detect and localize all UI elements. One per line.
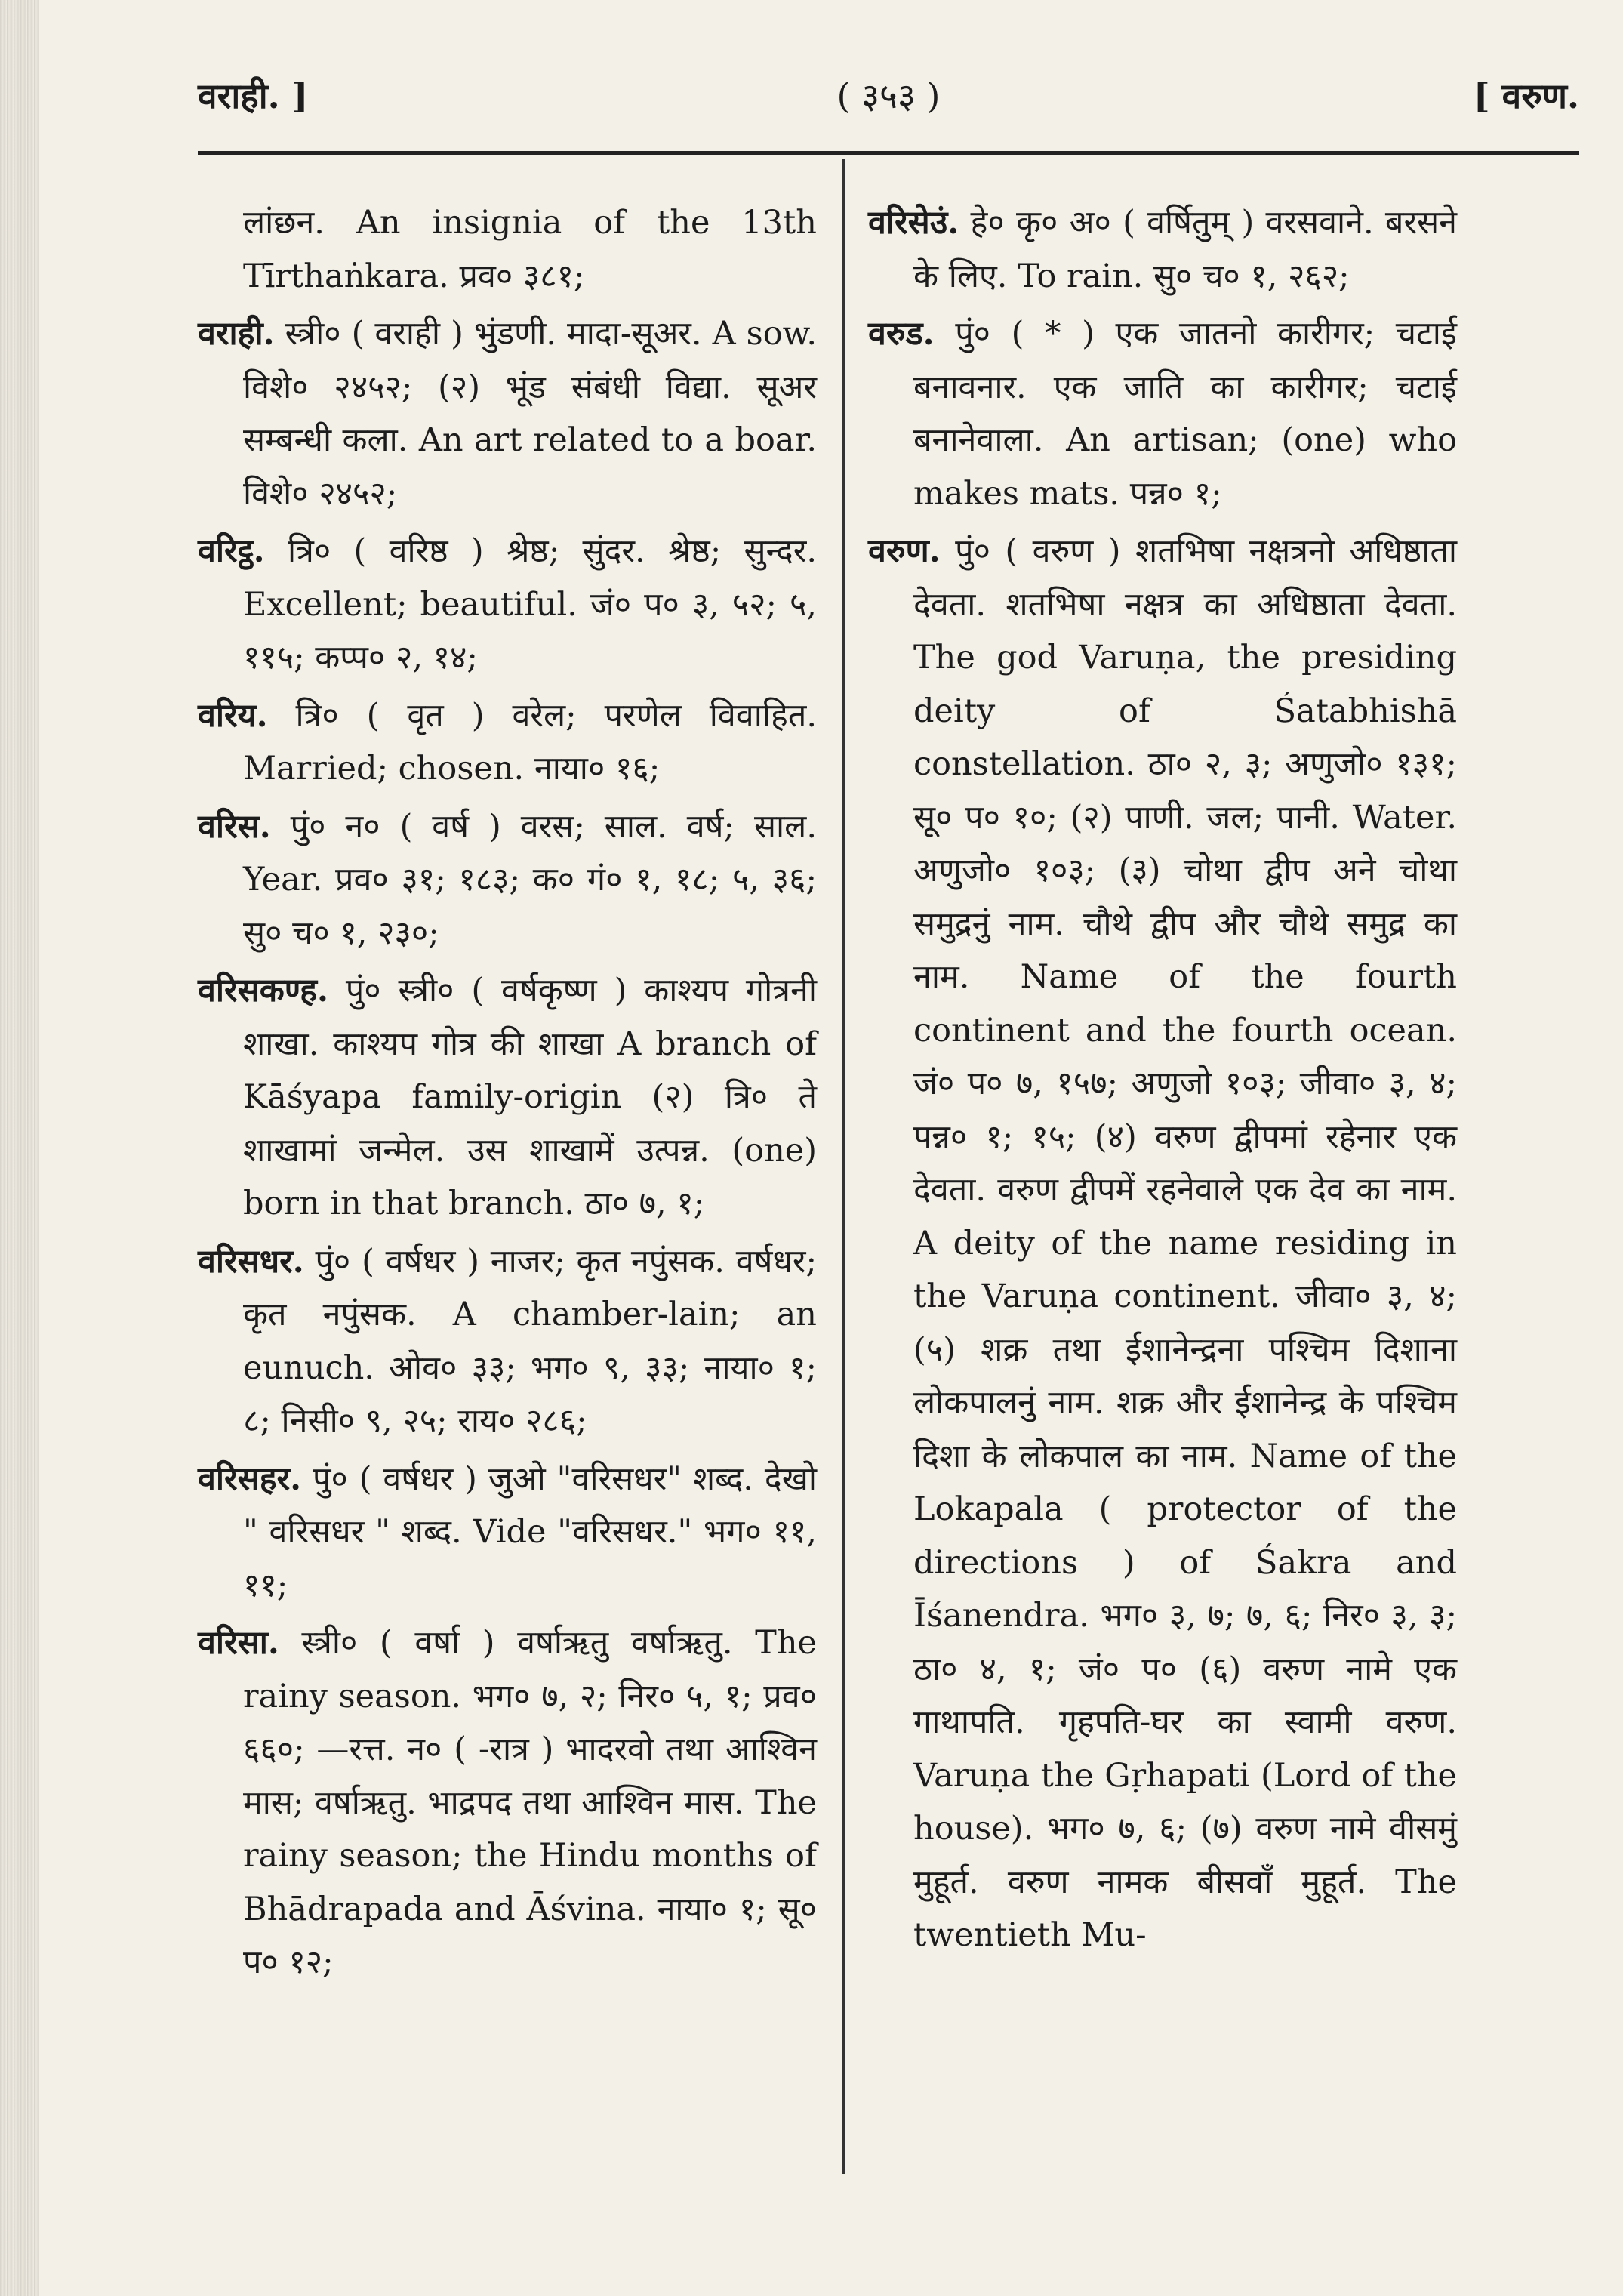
entry-text: पुं० ( वर्षधर ) नाजर; कृत नपुंसक. वर्षधर; कृत नपुंसक. A chamber-lain; an eunuch. ओव० ३३; भग० ९, ३३; नाया० १; ८; निसी० ९, २५; राय० २८६; bbox=[243, 1242, 818, 1440]
dictionary-entry bbox=[198, 307, 817, 520]
left-column bbox=[198, 196, 817, 1994]
entry-text: हे० कृ० अ० ( वर्षितुम् ) वरसवाने. बरसने के लिए. To rain. सु० च० १, २६२; bbox=[913, 204, 1457, 295]
header-right-guideword: [ वरुण. bbox=[1473, 76, 1579, 116]
entry-headword: वरिसधर. bbox=[198, 1242, 304, 1281]
entry-text: पुं० ( वरुण ) शतभिषा नक्षत्रनो अधिष्ठाता देवता. शतभिषा नक्षत्र का अधिष्ठाता देवता. The god Varuṇa, the presiding deity of Śatabhishā constellation. ठा० २, ३; अणुजो० १३१; सू० प० १०; (२) पाणी. जल; पानी. Water. अणुजो० १०३; (३) चोथा द्वीप अने चोथा समुद्रनुं नाम. चौथे द्वीप और चौथे समुद्र का नाम. Name of the fourth continent and the fourth ocean. जं० प० ७, १५७; अणुजो १०३; जीवा० ३, ४; पन्न० १; १५; (४) वरुण द्वीपमां रहेनार एक देवता. वरुण द्वीपमें रहनेवाले एक देव का नाम. A deity of the name residing in the Varuṇa continent. जीवा० ३, ४; (५) शक्र तथा ईशानेन्द्रना पश्चिम दिशाना लोकपालनुं नाम. शक्र और ईशानेन्द्र के पश्चिम दिशा के लोकपाल का नाम. Name of the Lokapala ( protector of the directions ) of Śakra and Īśanendra. भग० ३, ७; ७, ६; निर० ३, ३; ठा० ४, १; जं० प० (६) वरुण नामे एक गाथापति. गृहपति-घर का स्वामी वरुण. Varuṇa the Gṛhapati (Lord of the house). भग० ७, ६; (७) वरुण नामे वीसमुं मुहूर्त. वरुण नामक बीसवाँ मुहूर्त. The twentieth Mu- bbox=[913, 532, 1457, 1954]
dictionary-entry bbox=[198, 689, 817, 796]
dictionary-entry bbox=[198, 196, 817, 303]
dictionary-entry bbox=[868, 196, 1457, 303]
dictionary-entry bbox=[198, 1453, 817, 1613]
entry-headword: वरिसा. bbox=[198, 1624, 279, 1662]
column-divider bbox=[842, 159, 845, 2174]
entry-text: त्रि० ( वरिष्ठ ) श्रेष्ठ; सुंदर. श्रेष्ठ; सुन्दर. Excellent; beautiful. जं० प० ३, ५२; ५, ११५; कप्प० २, १४; bbox=[243, 532, 817, 676]
dictionary-entry bbox=[198, 964, 817, 1231]
dictionary-entry bbox=[868, 525, 1457, 1962]
page-number: ( ३५३ ) bbox=[836, 76, 941, 116]
entry-headword: वरुण. bbox=[868, 532, 941, 570]
entry-text: पुं० ( वर्षधर ) जुओ "वरिसधर" शब्द. देखो " वरिसधर " शब्द. Vide "वरिसधर." भग० ११, ११; bbox=[243, 1459, 818, 1604]
entry-text: पुं० न० ( वर्ष ) वरस; साल. वर्ष; साल. Year. प्रव० ३१; १८३; क० गं० १, १८; ५, ३६; सु० च० १, २३०; bbox=[243, 807, 817, 952]
entry-text: पुं० स्त्री० ( वर्षकृष्ण ) काश्यप गोत्रनी शाखा. काश्यप गोत्र की शाखा A branch of Kāśyapa family-origin (२) त्रि० ते शाखामां जन्मेल. उस शाखामें उत्पन्न. (one) born in that branch. ठा० ७, १; bbox=[243, 972, 818, 1222]
entry-headword: वरिसहर. bbox=[198, 1459, 302, 1498]
page-scan-edge bbox=[0, 0, 39, 2296]
entry-headword: वराही. bbox=[198, 315, 275, 353]
entry-text: त्रि० ( वृत ) वरेल; परणेल विवाहित. Married; chosen. नाया० १६; bbox=[243, 696, 818, 787]
entry-headword: वरिसकण्ह. bbox=[198, 972, 328, 1009]
entry-text: स्त्री० ( वर्षा ) वर्षाऋतु वर्षाऋतु. The rainy season. भग० ७, २; निर० ५, १; प्रव० ६६०; —रत्त. न० ( -रात्र ) भादरवो तथा आश्विन मास; वर्षाऋतु. भाद्रपद तथा आश्विन मास. The rainy season; the Hindu months of Bhādrapada and Āśvina. नाया० १; सू० प० १२; bbox=[243, 1624, 817, 1981]
header-rule bbox=[198, 151, 1579, 155]
header-left-guideword: वराही. ] bbox=[198, 76, 309, 116]
right-column bbox=[868, 196, 1457, 1967]
entry-headword: वरिट्ठ. bbox=[198, 532, 265, 570]
dictionary-entry bbox=[198, 525, 817, 685]
entry-text: पुं० ( * ) एक जातनो कारीगर; चटाई बनावनार. एक जाति का कारीगर; चटाई बनानेवाला. An artisan; (one) who makes mats. पन्न० १; bbox=[913, 315, 1457, 513]
dictionary-entry bbox=[868, 307, 1457, 520]
entry-headword: वरिसेउं. bbox=[868, 204, 959, 242]
page-header bbox=[198, 72, 1579, 125]
entry-text: स्त्री० ( वराही ) भुंडणी. मादा-सूअर. A sow. विशे० २४५२; (२) भूंड संबंधी विद्या. सूअर सम्बन्धी कला. An art related to a boar. विशे० २४५२; bbox=[243, 315, 818, 513]
dictionary-entry bbox=[198, 1235, 817, 1448]
entry-headword: वरिय. bbox=[198, 696, 268, 735]
entry-headword: वरिस. bbox=[198, 807, 271, 846]
entry-headword: वरुड. bbox=[868, 315, 935, 353]
dictionary-entry bbox=[198, 800, 817, 960]
entry-text: लांछन. An insignia of the 13th Tīrthaṅkara. प्रव० ३८१; bbox=[243, 204, 817, 295]
dictionary-entry bbox=[198, 1616, 817, 1989]
